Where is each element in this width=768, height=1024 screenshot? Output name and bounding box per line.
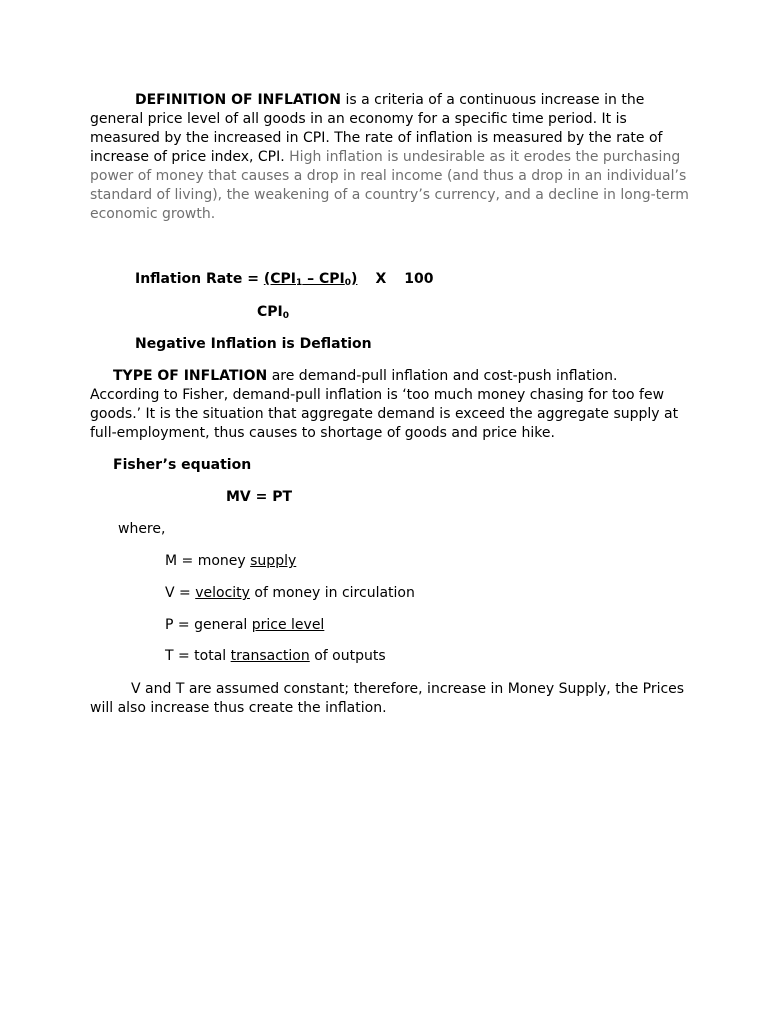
formula-denominator <box>257 303 289 322</box>
definition-item-term: transaction <box>230 648 310 664</box>
types-body: are demand-pull inflation and cost-push inflation. According to Fisher, demand-pull inflation is ‘too much money chasing for too few goods.’ It is the situation that aggregate demand is exceed the aggregate supply at full-employment, thus causes to shortage of goods and price hike. <box>90 368 679 441</box>
definition-item-m <box>165 552 296 571</box>
definition-paragraph <box>90 91 690 224</box>
definition-heading: DEFINITION OF INFLATION <box>135 92 342 108</box>
formula-dash: – CPI <box>302 271 345 287</box>
fisher-equation-heading: Fisher’s equation <box>113 457 252 473</box>
definition-item-term: velocity <box>195 585 250 601</box>
types-paragraph <box>90 367 690 443</box>
formula-numerator-open: (CPI <box>263 271 296 287</box>
formula-denominator-text: CPI <box>257 304 283 320</box>
definition-item-prefix: P = general <box>165 617 252 633</box>
inflation-rate-formula <box>135 270 433 289</box>
formula-numerator-close: ) <box>351 271 358 287</box>
definition-item-prefix: V = <box>165 585 196 601</box>
formula-hundred: 100 <box>404 271 434 287</box>
definition-item-suffix: of outputs <box>309 648 386 664</box>
definition-body: is a criteria of a continuous increase in the general price level of all goods in an economy for a specific time period. It is measured by the increased in CPI. The rate of inflation is measured by the rate of increase of price index, CPI. <box>90 92 663 165</box>
definition-item-v <box>165 584 415 603</box>
definition-item-term: supply <box>250 553 297 569</box>
definition-item-prefix: M = money <box>165 553 251 569</box>
formula-numerator <box>264 271 358 287</box>
definition-item-suffix: of money in circulation <box>249 585 415 601</box>
formula-times: X <box>375 271 387 287</box>
definition-item-term: price level <box>251 617 325 633</box>
types-heading: TYPE OF INFLATION <box>113 368 268 384</box>
formula-denominator-sub: 0 <box>282 311 290 321</box>
definition-item-t <box>165 647 386 666</box>
negative-inflation-heading: Negative Inflation is Deflation <box>135 336 372 352</box>
formula-sub0: 0 <box>344 278 352 288</box>
definition-item-prefix: T = total <box>165 648 231 664</box>
definition-grey-text: High inflation is undesirable as it erodes the purchasing power of money that causes a drop in real income (and thus a drop in an individual’s standard of living), the weakening of a country’s currency, and a decline in long-term economic growth. <box>90 149 689 222</box>
definition-item-p <box>165 616 324 635</box>
where-label: where, <box>118 521 166 537</box>
conclusion-paragraph: V and T are assumed constant; therefore, increase in Money Supply, the Prices will also increase thus create the inflation. <box>90 681 685 716</box>
formula-label: Inflation Rate = <box>135 271 264 287</box>
formula-sub1: 1 <box>296 278 303 288</box>
fisher-equation: MV = PT <box>226 489 293 505</box>
